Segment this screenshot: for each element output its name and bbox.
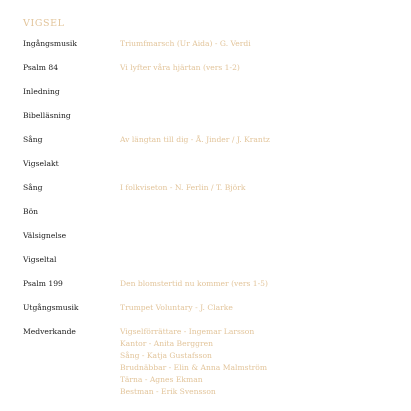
participant-line: Tärna - Agnes Ekman <box>120 375 203 384</box>
program-item-label: Utgångsmusik <box>23 303 79 312</box>
program-item-label: Psalm 84 <box>23 63 59 72</box>
program-item-label: Inledning <box>23 87 60 96</box>
section-title: VIGSEL <box>23 18 65 29</box>
program-item-value: Av längtan till dig - Å. Jinder / J. Krantz <box>120 135 270 144</box>
participants-list <box>120 326 267 398</box>
program-item-label: Vigselakt <box>23 159 59 168</box>
participant-line: Kantor - Anita Berggren <box>120 339 213 348</box>
participant-line: Brudnäbbar - Elin & Anna Malmström <box>120 363 268 372</box>
program-item-label: Psalm 199 <box>23 279 63 288</box>
program-item-label: Bibelläsning <box>23 111 71 120</box>
program-item-label: Sång <box>23 135 43 144</box>
participants-label: Medverkande <box>23 327 76 336</box>
program-item-value: I folkviseton - N. Ferlin / T. Björk <box>120 183 246 192</box>
participant-line: Vigselförrättare - Ingemar Larsson <box>120 327 255 336</box>
program-item-value: Trumpet Voluntary - J. Clarke <box>120 303 233 312</box>
program-item-label: Välsignelse <box>23 231 67 240</box>
program-item-label: Bön <box>23 207 39 216</box>
program-item-label: Ingångsmusik <box>23 39 77 48</box>
program-item-value: Triumfmarsch (Ur Aida) - G. Verdi <box>120 39 251 48</box>
participant-line: Sång - Katja Gustafsson <box>120 351 212 360</box>
program-item-label: Sång <box>23 183 43 192</box>
program-item-value: Vi lyfter våra hjärtan (vers 1-2) <box>120 63 240 72</box>
program-item-label: Vigseltal <box>23 255 57 264</box>
participant-line: Bestman - Erik Svensson <box>120 387 216 396</box>
program-item-value: Den blomstertid nu kommer (vers 1-5) <box>120 279 268 288</box>
